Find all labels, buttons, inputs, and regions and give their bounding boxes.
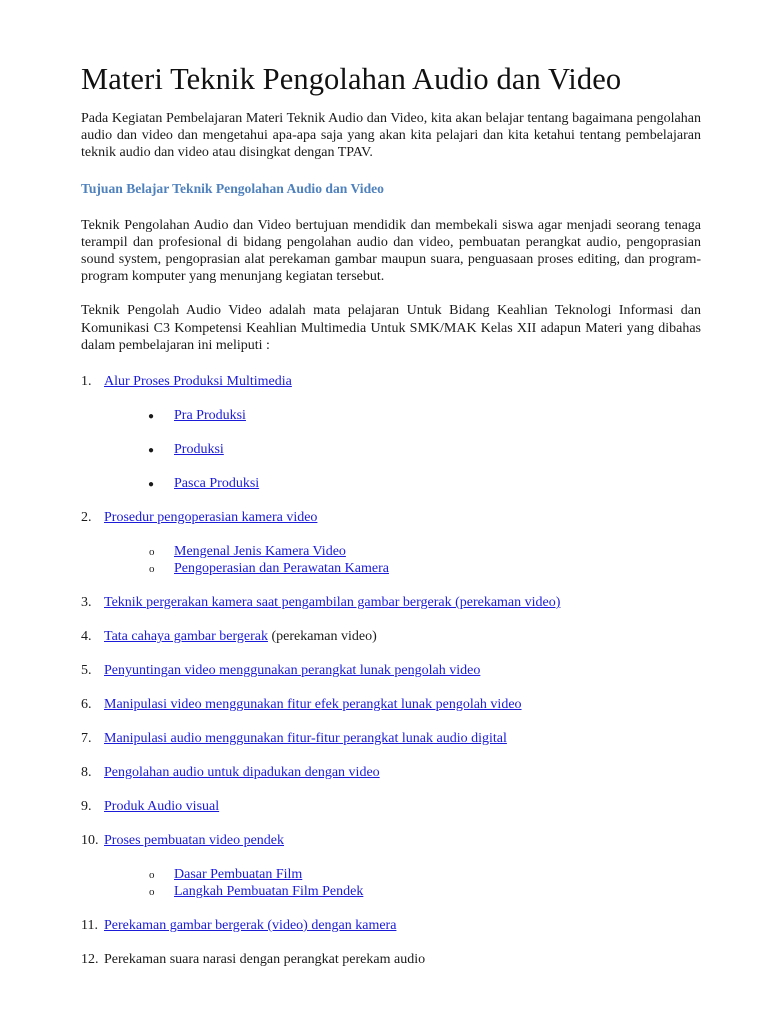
section-heading: Tujuan Belajar Teknik Pengolahan Audio dan Video (81, 180, 384, 196)
topic-link[interactable]: Prosedur pengoperasian kamera video (104, 510, 318, 526)
sub-item (104, 543, 701, 560)
item-number: 11. (81, 918, 98, 934)
bullet-mark: ● (148, 445, 155, 457)
item-number: 3. (81, 595, 92, 611)
goal-paragraph: Teknik Pengolahan Audio dan Video bertujuan mendidik dan membekali siswa agar menjadi seorang tenaga terampil dan profesional di bidang pengolahan audio dan video, pembuatan perangkat audio, pengoprasian sound system, pengoprasian alat perekaman gambar maupun suara, penguasaan proses editing, dan program-program komputer yang menunjang kegiatan tersebut. (81, 217, 701, 285)
bullet-mark: ● (148, 479, 155, 491)
item-number: 5. (81, 663, 92, 679)
sub-list (104, 543, 701, 577)
topic-item (81, 730, 701, 747)
sub-item (104, 883, 701, 900)
item-number: 8. (81, 765, 92, 781)
scope-paragraph: Teknik Pengolah Audio Video adalah mata pelajaran Untuk Bidang Keahlian Teknologi Informasi dan Komunikasi C3 Kompetensi Keahlian Multimedia Untuk SMK/MAK Kelas XII adapun Materi yang dibahas dalam pembelajaran ini meliputi : (81, 303, 701, 353)
topic-link[interactable]: Manipulasi video menggunakan fitur efek perangkat lunak pengolah video (104, 697, 522, 713)
sub-list (104, 407, 701, 492)
circle-mark: o (149, 546, 155, 559)
topic-link[interactable]: Tata cahaya gambar bergerak (104, 629, 268, 645)
circle-mark: o (149, 886, 155, 899)
topic-item (81, 594, 701, 611)
item-number: 2. (81, 510, 92, 526)
topic-item (81, 951, 701, 968)
topic-link[interactable]: Alur Proses Produksi Multimedia (104, 374, 292, 390)
sub-item (104, 560, 701, 577)
circle-mark: o (149, 869, 155, 882)
item-number: 6. (81, 697, 92, 713)
sub-link[interactable]: Pasca Produksi (174, 476, 260, 492)
topic-text: Perekaman suara narasi dengan perangkat perekam audio (104, 952, 426, 968)
sub-link[interactable]: Dasar Pembuatan Film (174, 867, 303, 883)
sub-link[interactable]: Langkah Pembuatan Film Pendek (174, 884, 364, 900)
intro-paragraph: Pada Kegiatan Pembelajaran Materi Teknik Audio dan Video, kita akan belajar tentang bagaimana pengolahan audio dan video dan mengetahui apa-apa saja yang akan kita pelajari dan kita ketahui tentang pembelajaran teknik audio dan video atau disingkat dengan TPAV. (81, 111, 701, 161)
circle-mark: o (149, 563, 155, 576)
topic-link[interactable]: Pengolahan audio untuk dipadukan dengan video (104, 765, 380, 781)
sub-item (104, 475, 701, 492)
topic-link[interactable]: Proses pembuatan video pendek (104, 833, 285, 849)
item-number: 9. (81, 799, 92, 815)
item-number: 4. (81, 629, 92, 645)
item-number: 1. (81, 374, 92, 390)
topic-item (81, 832, 701, 900)
topic-suffix: (perekaman video) (267, 629, 377, 645)
topic-link[interactable]: Manipulasi audio menggunakan fitur-fitur perangkat lunak audio digital (104, 731, 507, 747)
sub-item (104, 441, 701, 458)
page-title: Materi Teknik Pengolahan Audio dan Video (81, 62, 622, 96)
sub-link[interactable]: Pengoperasian dan Perawatan Kamera (174, 561, 389, 577)
topic-item (81, 628, 701, 645)
item-number: 7. (81, 731, 92, 747)
sub-link[interactable]: Pra Produksi (174, 408, 246, 424)
topic-item (81, 798, 701, 815)
topic-list (81, 373, 701, 968)
topic-item (81, 764, 701, 781)
topic-link[interactable]: Penyuntingan video menggunakan perangkat lunak pengolah video (104, 663, 481, 679)
sub-item (104, 407, 701, 424)
topic-item (81, 662, 701, 679)
sub-link[interactable]: Mengenal Jenis Kamera Video (174, 544, 346, 560)
topic-link[interactable]: Teknik pergerakan kamera saat pengambilan gambar bergerak (perekaman video) (104, 595, 561, 611)
sub-list (104, 866, 701, 900)
document-page (81, 60, 701, 985)
sub-link[interactable]: Produksi (174, 442, 224, 458)
topic-item (81, 917, 701, 934)
topic-item (81, 696, 701, 713)
sub-item (104, 866, 701, 883)
topic-link[interactable]: Perekaman gambar bergerak (video) dengan kamera (104, 918, 397, 934)
topic-item (81, 509, 701, 577)
topic-link[interactable]: Produk Audio visual (104, 799, 220, 815)
bullet-mark: ● (148, 411, 155, 423)
item-number: 12. (81, 952, 99, 968)
topic-item (81, 373, 701, 492)
item-number: 10. (81, 833, 99, 849)
